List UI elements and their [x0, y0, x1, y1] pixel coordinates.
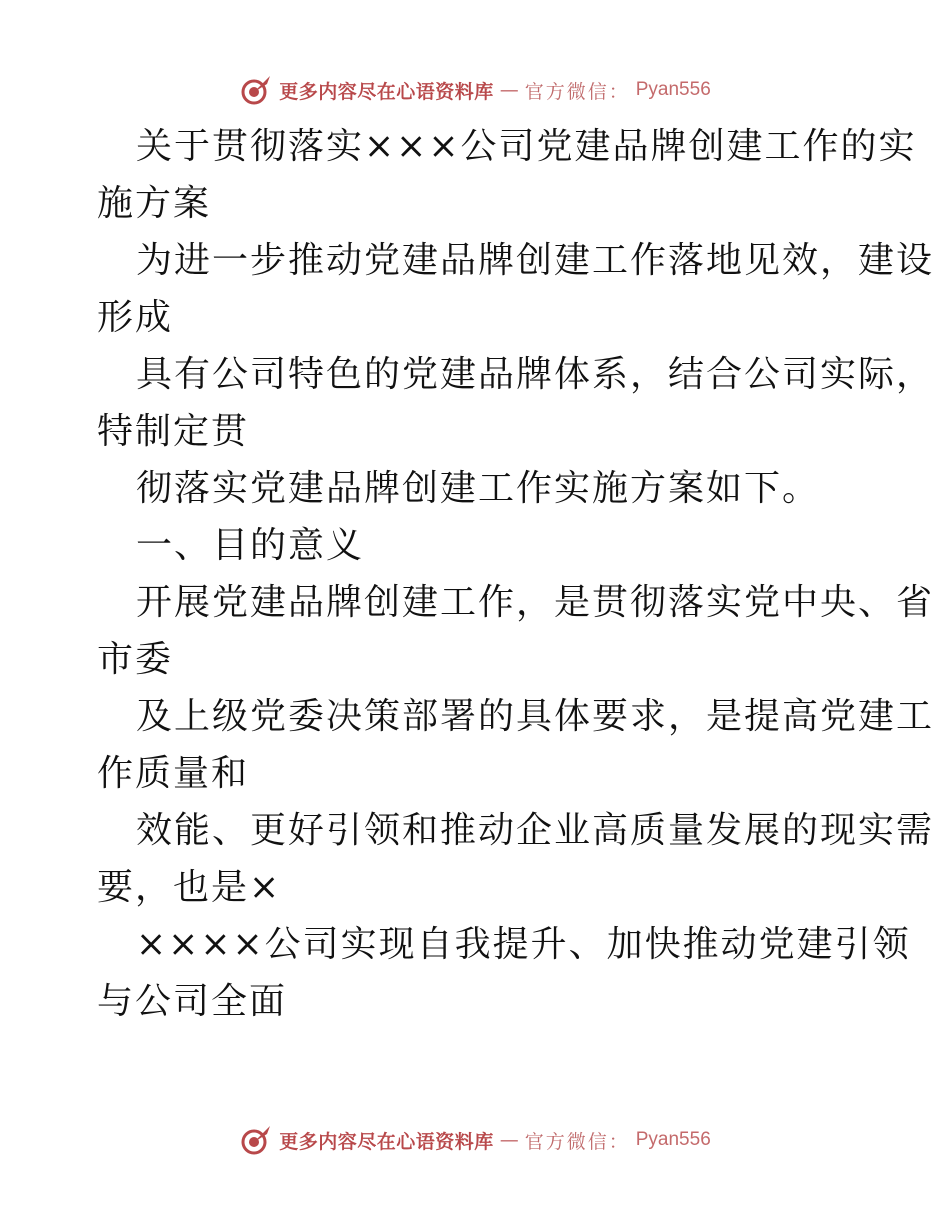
document-line: 市委 — [97, 639, 174, 680]
document-line: 为进一步推动党建品牌创建工作落地见效，建设 — [136, 240, 935, 281]
document-line: 要，也是× — [97, 867, 282, 908]
watermark-official-label: 官方微信： — [524, 80, 630, 103]
quill-pen-logo-icon — [239, 1123, 273, 1157]
watermark-wechat-id: Pyan556 — [635, 1129, 711, 1150]
document-line: ××××公司实现自我提升、加快推动党建引领 — [136, 924, 911, 965]
document-line: 作质量和 — [97, 753, 250, 794]
watermark-official-label: 官方微信： — [524, 1130, 630, 1153]
document-line: 及上级党委决策部署的具体要求，是提高党建工 — [136, 696, 935, 737]
document-line: 彻落实党建品牌创建工作实施方案如下。 — [136, 468, 821, 509]
document-line: 一、目的意义 — [136, 525, 365, 566]
header-watermark — [0, 72, 950, 108]
document-line: 开展党建品牌创建工作，是贯彻落实党中央、省 — [136, 582, 935, 623]
document-line: 关于贯彻落实×××公司党建品牌创建工作的实 — [136, 126, 917, 167]
watermark-wechat-id: Pyan556 — [635, 79, 711, 100]
document-body — [97, 118, 935, 1030]
watermark-site-text: 更多内容尽在心语资料库 — [279, 80, 494, 103]
document-line: 特制定贯 — [97, 411, 250, 452]
footer-watermark — [0, 1122, 950, 1158]
quill-pen-logo-icon — [239, 73, 273, 107]
document-line: 施方案 — [97, 183, 212, 224]
watermark-site-text: 更多内容尽在心语资料库 — [279, 1130, 494, 1153]
watermark-dash: — — [499, 1129, 519, 1151]
document-line: 与公司全面 — [97, 981, 288, 1022]
document-line: 具有公司特色的党建品牌体系，结合公司实际， — [136, 354, 935, 395]
document-line: 效能、更好引领和推动企业高质量发展的现实需 — [136, 810, 935, 851]
document-line: 形成 — [97, 297, 174, 338]
watermark-dash: — — [499, 79, 519, 101]
